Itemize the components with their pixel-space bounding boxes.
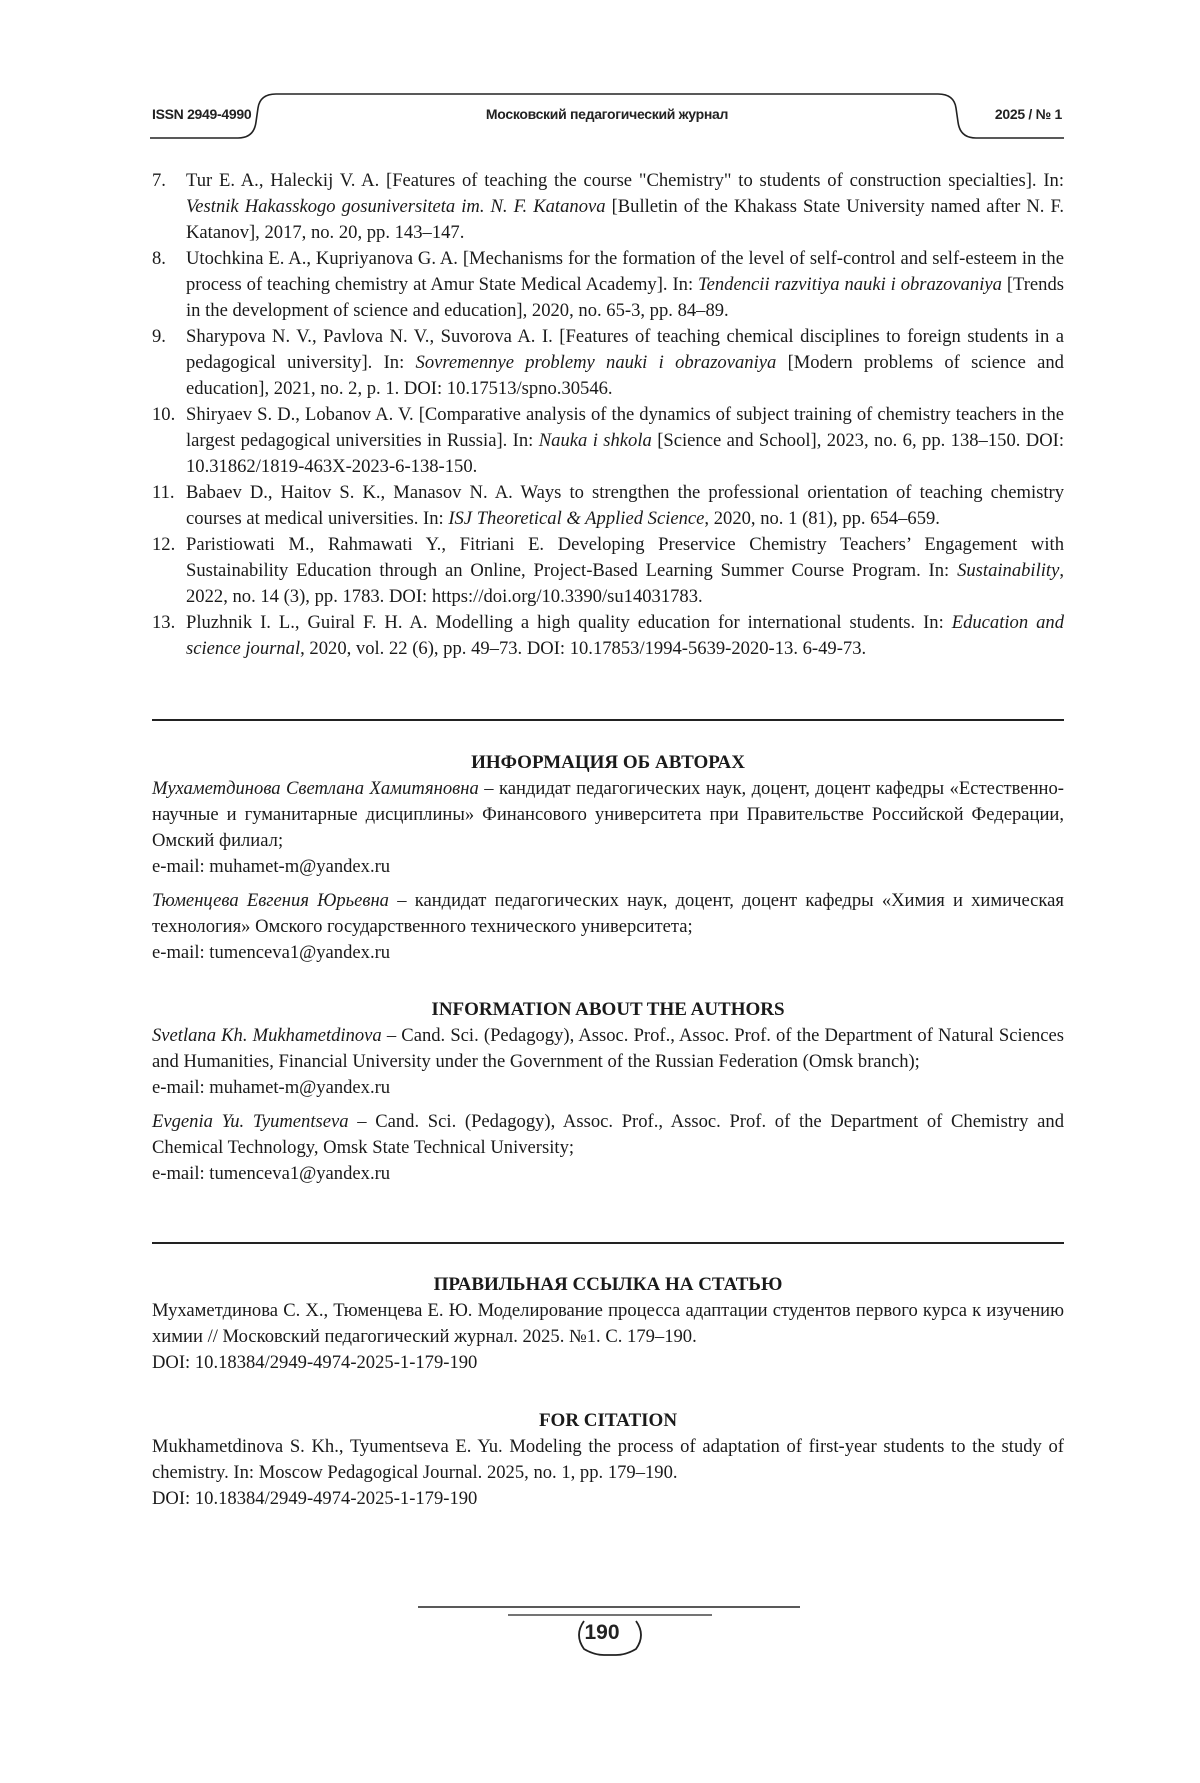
citation-doi: DOI: 10.18384/2949-4974-2025-1-179-190 [152, 1486, 1064, 1512]
citation-en [152, 1408, 1064, 1512]
reference-item: 8. Utochkina E. A., Kupriyanova G. A. [Mechanisms for the formation of the level of self-control and self-esteem in the process of teaching chemistry at Amur State Medical Academy]. In: Tendencii razvitiya nauki i obrazovaniya [Trends in the development of science and education], 2020, no. 65-3, pp. 84–89. [152, 246, 1064, 324]
author-email: e-mail: muhamet-m@yandex.ru [152, 1075, 1064, 1101]
citation-text: Mukhametdinova S. Kh., Tyumentseva E. Yu. Modeling the process of adaptation of first-year students to the study of chemistry. In: Moscow Pedagogical Journal. 2025, no. 1, pp. 179–190. [152, 1434, 1064, 1486]
author-entry: Svetlana Kh. Mukhametdinova – Cand. Sci. (Pedagogy), Assoc. Prof., Assoc. Prof. of the Department of Natural Sciences and Humanities, Financial University under the Government of the Russian Federation (Omsk branch); [152, 1023, 1064, 1075]
reference-number: 11. [152, 480, 175, 506]
reference-item: 10. Shiryaev S. D., Lobanov A. V. [Comparative analysis of the dynamics of subject training of chemistry teachers in the largest pedagogical universities in Russia]. In: Nauka i shkola [Science and School], 2023, no. 6, pp. 138–150. DOI: 10.31862/1819-463X-2023-6-138-150. [152, 402, 1064, 480]
reference-item: 13. Pluzhnik I. L., Guiral F. H. A. Modelling a high quality education for international students. In: Education and science journal, 2020, vol. 22 (6), pp. 49–73. DOI: 10.17853/1994-5639-2020-13. 6-49-73. [152, 610, 1064, 662]
reference-list [152, 168, 1064, 662]
page-header [150, 92, 1064, 140]
reference-number: 13. [152, 610, 175, 636]
authors-info-en [152, 997, 1064, 1187]
reference-number: 9. [152, 324, 166, 350]
author-entry: Тюменцева Евгения Юрьевна – кандидат педагогических наук, доцент, доцент кафедры «Химия и химическая технология» Омского государственного технического университета; [152, 888, 1064, 940]
authors-info-ru [152, 750, 1064, 966]
section-title: FOR CITATION [152, 1408, 1064, 1434]
issn: ISSN 2949-4990 [152, 106, 251, 122]
reference-item: 11. Babaev D., Haitov S. K., Manasov N. A. Ways to strengthen the professional orientation of teaching chemistry courses at medical universities. In: ISJ Theoretical & Applied Science, 2020, no. 1 (81), pp. 654–659. [152, 480, 1064, 532]
author-entry: Мухаметдинова Светлана Хамитяновна – кандидат педагогических наук, доцент, доцент кафедры «Естественно-научные и гуманитарные дисциплины» Финансового университета при Правительстве Российской Федерации, Омский филиал; [152, 776, 1064, 854]
citation-ru [152, 1272, 1064, 1376]
author-email: e-mail: tumenceva1@yandex.ru [152, 1161, 1064, 1187]
reference-item: 7. Tur E. A., Haleckij V. A. [Features of teaching the course "Chemistry" to students of construction specialties]. In: Vestnik Hakasskogo gosuniversiteta im. N. F. Katanova [Bulletin of the Khakass State University named after N. F. Katanov], 2017, no. 20, pp. 143–147. [152, 168, 1064, 246]
page-footer [0, 1605, 1200, 1675]
page-number: 190 [560, 1621, 644, 1645]
journal-title: Московский педагогический журнал [150, 106, 1064, 122]
author-name: Svetlana Kh. Mukhametdinova [152, 1025, 382, 1046]
reference-number: 10. [152, 402, 175, 428]
author-name: Evgenia Yu. Tyumentseva [152, 1111, 349, 1132]
section-divider [152, 1242, 1064, 1244]
citation-text: Мухаметдинова С. Х., Тюменцева Е. Ю. Моделирование процесса адаптации студентов первого курса к изучению химии // Московский педагогический журнал. 2025. №1. С. 179–190. [152, 1298, 1064, 1350]
author-email: e-mail: muhamet-m@yandex.ru [152, 854, 1064, 880]
reference-number: 8. [152, 246, 166, 272]
issue-number: 2025 / № 1 [995, 106, 1062, 122]
reference-item: 12. Paristiowati M., Rahmawati Y., Fitriani E. Developing Preservice Chemistry Teachers’ Engagement with Sustainability Education through an Online, Project-Based Learning Summer Course Program. In: Sustainability, 2022, no. 14 (3), pp. 1783. DOI: https://doi.org/10.3390/su14031783. [152, 532, 1064, 610]
author-email: e-mail: tumenceva1@yandex.ru [152, 940, 1064, 966]
section-divider [152, 719, 1064, 721]
reference-number: 12. [152, 532, 175, 558]
reference-item: 9. Sharypova N. V., Pavlova N. V., Suvorova A. I. [Features of teaching chemical disciplines to foreign students in a pedagogical university]. In: Sovremennye problemy nauki i obrazovaniya [Modern problems of science and education], 2021, no. 2, p. 1. DOI: 10.17513/spno.30546. [152, 324, 1064, 402]
citation-doi: DOI: 10.18384/2949-4974-2025-1-179-190 [152, 1350, 1064, 1376]
reference-number: 7. [152, 168, 166, 194]
section-title: INFORMATION ABOUT THE AUTHORS [152, 997, 1064, 1023]
author-entry: Evgenia Yu. Tyumentseva – Cand. Sci. (Pedagogy), Assoc. Prof., Assoc. Prof. of the Department of Chemistry and Chemical Technology, Omsk State Technical University; [152, 1109, 1064, 1161]
author-name: Тюменцева Евгения Юрьевна [152, 890, 389, 911]
section-title: ПРАВИЛЬНАЯ ССЫЛКА НА СТАТЬЮ [152, 1272, 1064, 1298]
author-name: Мухаметдинова Светлана Хамитяновна [152, 778, 479, 799]
section-title: ИНФОРМАЦИЯ ОБ АВТОРАХ [152, 750, 1064, 776]
